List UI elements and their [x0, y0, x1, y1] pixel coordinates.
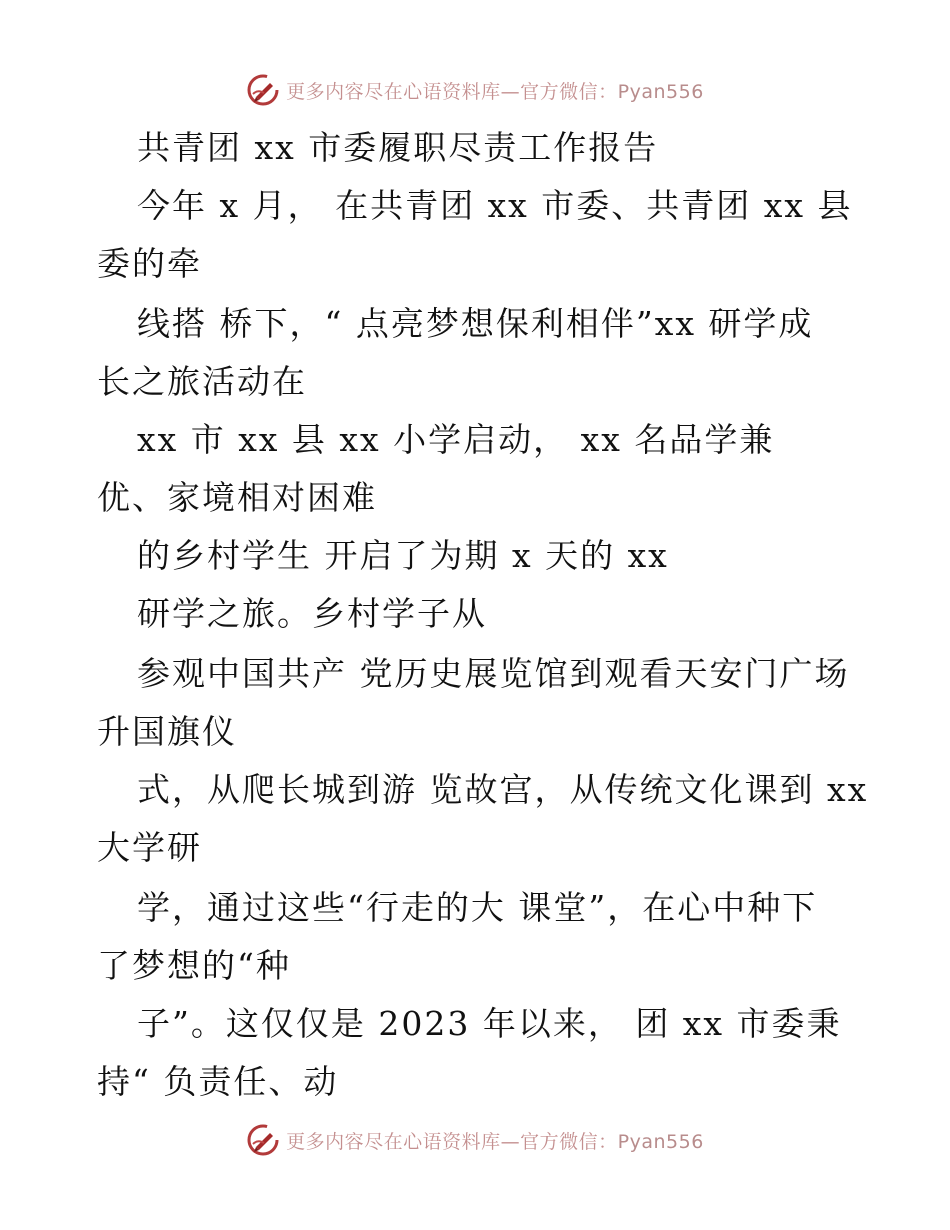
watermark-wechat-id: Pyan556 [617, 80, 704, 103]
watermark-text [286, 1127, 704, 1154]
text-line: 参观中国共产 党历史展览馆到观看天安门广场 [137, 654, 850, 693]
text-line: xx 市 xx 县 xx 小学启动， xx 名品学兼 [137, 420, 775, 459]
text-line: 今年 x 月， 在共青团 xx 市委、共青团 xx 县 [137, 186, 853, 225]
text-line: 委的牵 [97, 244, 202, 283]
watermark-wechat-id: Pyan556 [617, 1130, 704, 1153]
document-title: 共青团 xx 市委履职尽责工作报告 [137, 128, 659, 167]
watermark-text [286, 77, 704, 104]
text-line: 大学研 [97, 828, 202, 867]
text-line: 优、家境相对困难 [97, 478, 377, 517]
text-line: 了梦想的“种 [97, 946, 291, 985]
text-line: 升国旗仪 [97, 712, 237, 751]
watermark-cn: 更多内容尽在心语资料库—官方微信： [286, 80, 618, 103]
text-line: 子”。这仅仅是 2023 年以来， 团 xx 市委秉 [137, 1004, 842, 1043]
text-line: 的乡村学生 开启了为期 x 天的 xx [137, 536, 669, 575]
pen-logo-icon [246, 1123, 280, 1157]
text-line: 持“ 负责任、动 [97, 1062, 339, 1101]
pen-logo-icon [246, 73, 280, 107]
watermark-header [0, 70, 950, 110]
text-line: 学，通过这些“行走的大 课堂”，在心中种下 [137, 888, 818, 927]
text-line: 研学之旅。乡村学子从 [137, 594, 487, 633]
text-line: 长之旅活动在 [97, 362, 307, 401]
watermark-footer [0, 1120, 950, 1160]
watermark-cn: 更多内容尽在心语资料库—官方微信： [286, 1130, 618, 1153]
text-line: 式，从爬长城到游 览故宫，从传统文化课到 xx [137, 770, 869, 809]
text-line: 线搭 桥下，“ 点亮梦想保利相伴”xx 研学成 [137, 304, 814, 343]
